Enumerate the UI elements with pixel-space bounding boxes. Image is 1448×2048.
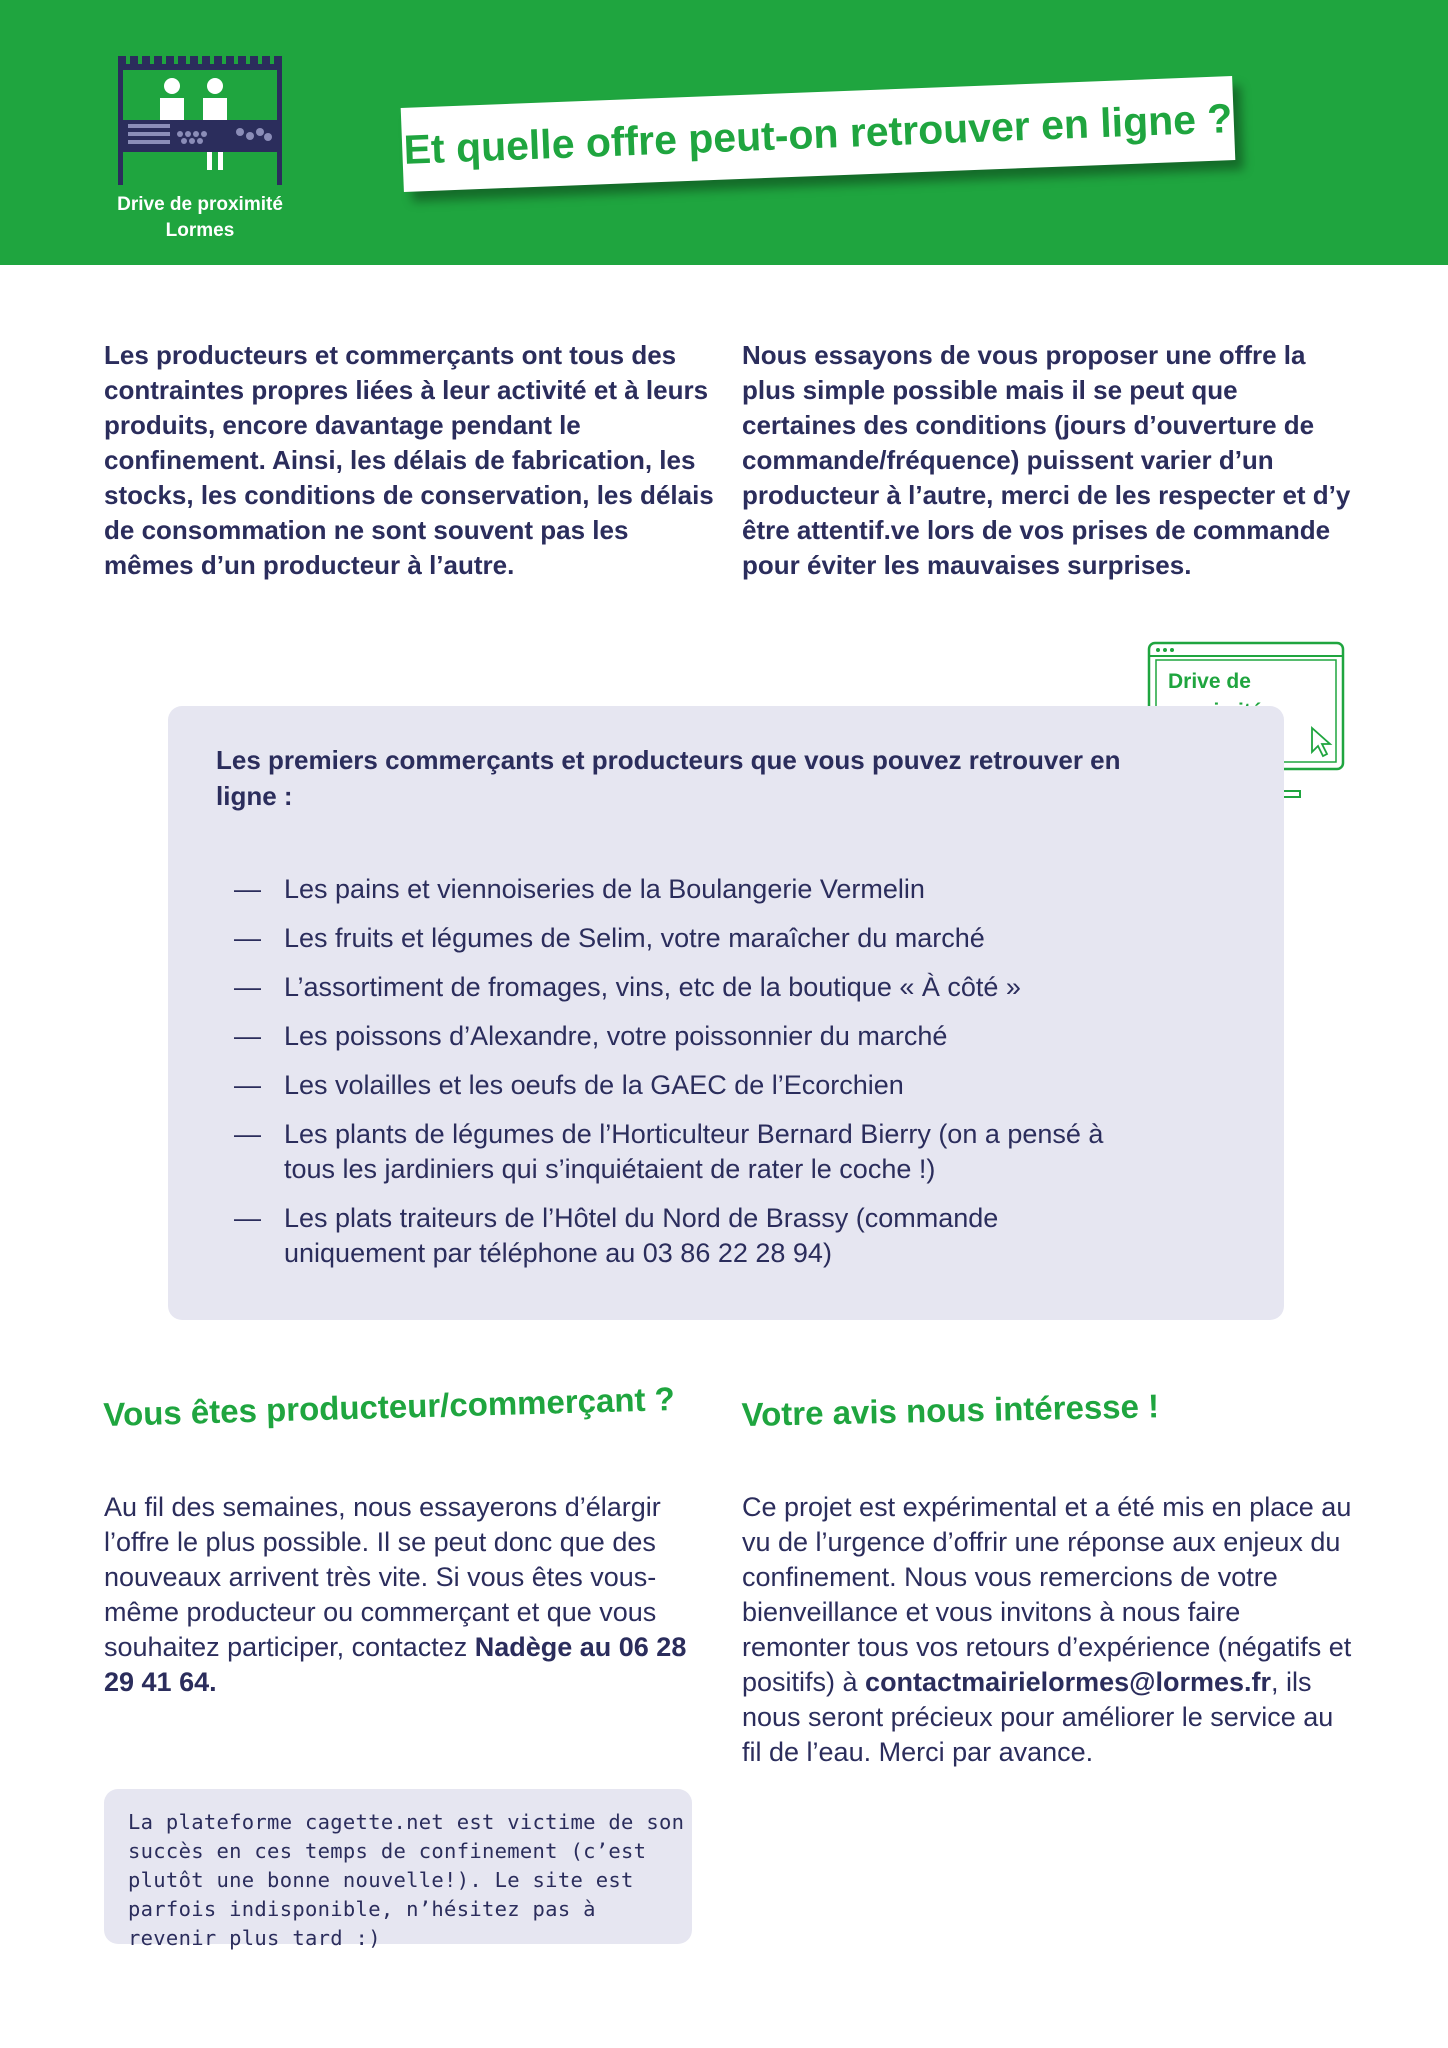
list-item <box>234 1117 1114 1187</box>
screen-text-line-1: Drive de <box>1168 670 1251 693</box>
list-item <box>234 970 1114 1005</box>
dash-bullet: — <box>234 923 261 953</box>
list-item-text: Les fruits et légumes de Selim, votre maraîcher du marché <box>284 923 985 953</box>
list-item <box>234 921 1114 956</box>
list-item-text: Les plants de légumes de l’Horticulteur Bernard Bierry (on a pensé à tous les jardiniers qui s’inquiétaient de rater le coche !) <box>284 1119 1104 1184</box>
list-item-text: Les volailles et les oeufs de la GAEC de l’Ecorchien <box>284 1070 904 1100</box>
producer-section-title: Vous êtes producteur/commerçant ? <box>102 1380 676 1434</box>
list-item <box>234 872 1114 907</box>
list-item-text: Les poissons d’Alexandre, votre poissonnier du marché <box>284 1021 948 1051</box>
producer-text: Au fil des semaines, nous essayerons d’élargir l’offre le plus possible. Il se peut donc que des nouveaux arrivent très vite. Si vous êtes vous-même producteur ou commerçant et que vous souhaitez participer, contactez <box>104 1492 661 1662</box>
note-text: La plateforme cagette.net est victime de son succès en ces temps de confinement (c’est plutôt une bonne nouvelle!). Le site est parfois indisponible, n’hésitez pas à revenir plus tard :) <box>128 1810 685 1950</box>
list-item <box>234 1201 1114 1271</box>
dash-bullet: — <box>234 1021 261 1051</box>
feedback-email-link[interactable]: contactmairielormes@lormes.fr <box>865 1667 1272 1697</box>
producer-paragraph <box>104 1490 709 1700</box>
intro-left-paragraph: Les producteurs et commerçants ont tous des contraintes propres liées à leur activité et à leurs produits, encore davantage pendant le confinement. Ainsi, les délais de fabrication, les stocks, les conditions de conservation, les délais de consommation ne sont souvent pas les mêmes d’un producteur à l’autre. <box>104 340 714 580</box>
producer-contact: Nadège au 06 28 29 41 64. <box>104 1632 687 1697</box>
list-item-text: Les pains et viennoiseries de la Boulangerie Vermelin <box>284 874 925 904</box>
list-item <box>234 1068 1114 1103</box>
dash-bullet: — <box>234 1119 261 1149</box>
dash-bullet: — <box>234 1203 261 1233</box>
feedback-text-after: , ils nous seront précieux pour améliorer le service au fil de l’eau. Merci par avance. <box>742 1667 1334 1767</box>
offers-title: Les premiers commerçants et producteurs que vous pouvez retrouver en ligne : <box>216 745 1121 811</box>
dash-bullet: — <box>234 972 261 1002</box>
dash-bullet: — <box>234 1070 261 1100</box>
feedback-text-before: Ce projet est expérimental et a été mis en place au vu de l’urgence d’offrir une réponse aux enjeux du confinement. Nous vous remercions de votre bienveillance et vous invitons à nous faire remonter tous vos retours d’expérience (négatifs et positifs) à <box>742 1492 1352 1697</box>
brand-line-1: Drive de proximité <box>117 194 283 215</box>
intro-right-paragraph: Nous essayons de vous proposer une offre la plus simple possible mais il se peut que certaines des conditions (jours d’ouverture de commande/fréquence) puissent varier d’un producteur à l’autre, merci de les respecter et d’y être attentif.ve lors de vos prises de commande pour éviter les mauvaises surprises. <box>742 340 1351 580</box>
brand-line-2: Lormes <box>165 220 235 241</box>
feedback-paragraph <box>742 1490 1352 1770</box>
list-item-text: Les plats traiteurs de l’Hôtel du Nord de Brassy (commande uniquement par téléphone au 03 86 22 28 94) <box>284 1203 999 1268</box>
market-stall-logo <box>100 52 300 202</box>
brand-caption <box>100 192 300 244</box>
list-item-text: L’assortiment de fromages, vins, etc de la boutique « À côté » <box>284 972 1021 1002</box>
dash-bullet: — <box>234 874 261 904</box>
feedback-section-title: Votre avis nous intéresse ! <box>741 1387 1160 1434</box>
list-item <box>234 1019 1114 1054</box>
header-banner <box>0 0 1448 265</box>
page-title: Et quelle offre peut-on retrouver en ligne ? <box>401 76 1236 192</box>
offers-list <box>234 872 1114 1285</box>
